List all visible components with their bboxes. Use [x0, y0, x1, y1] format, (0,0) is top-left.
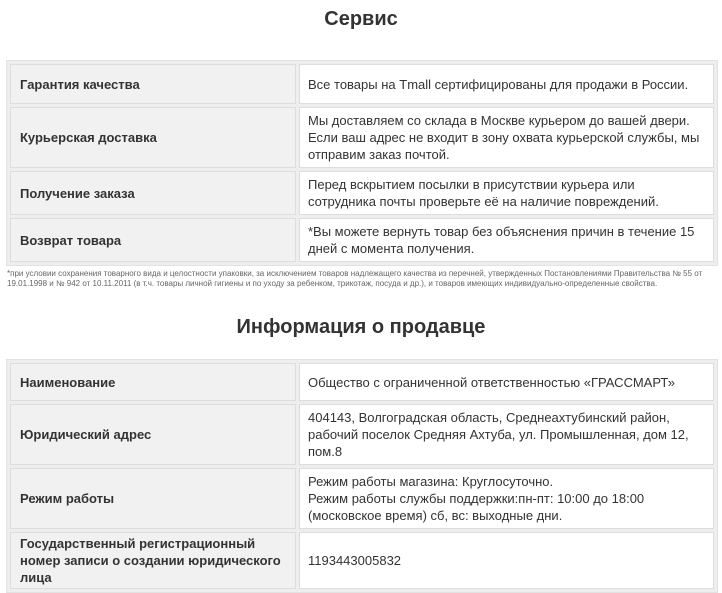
table-row — [10, 171, 714, 215]
row-label: Юридический адрес — [10, 404, 296, 465]
seller-table — [6, 359, 718, 593]
row-label: Курьерская доставка — [10, 107, 296, 168]
row-label: Гарантия качества — [10, 64, 296, 104]
row-label: Получение заказа — [10, 171, 296, 215]
table-row — [10, 532, 714, 589]
row-label: Режим работы — [10, 468, 296, 529]
row-label: Наименование — [10, 363, 296, 401]
table-row — [10, 468, 714, 529]
row-value: Общество с ограниченной ответственностью «ГРАССМАРТ» — [299, 363, 714, 401]
row-label: Возврат товара — [10, 218, 296, 262]
table-row — [10, 64, 714, 104]
service-title: Сервис — [324, 8, 398, 30]
row-value: *Вы можете вернуть товар без объяснения причин в течение 15 дней с момента получения. — [299, 218, 714, 262]
table-row — [10, 404, 714, 465]
row-label: Государственный регистрационный номер записи о создании юридического лица — [10, 532, 296, 589]
row-value — [299, 468, 714, 529]
seller-title: Информация о продавце — [236, 316, 486, 338]
table-row — [10, 363, 714, 401]
row-value: Все товары на Tmall сертифицированы для продажи в России. — [299, 64, 714, 104]
service-footnote: *при условии сохранения товарного вида и целостности упаковки, за исключением товаров надлежащего качества из перечней, утвержденных Постановлениями Правительства № 55 от 19.01.1998 и № 942 от 10.11.2011 (в т.ч. товары личной гигиены и по уходу за ребенком, трикотаж, посуда и др.), и товаров имеющих индивидуально-определенные свойства. — [7, 269, 703, 288]
service-table — [6, 60, 718, 266]
store-hours-line: Режим работы магазина: Круглосуточно. — [308, 474, 554, 489]
row-value: Перед вскрытием посылки в присутствии курьера или сотрудника почты проверьте её на наличие повреждений. — [299, 171, 714, 215]
row-value: Мы доставляем со склада в Москве курьером до вашей двери. Если ваш адрес не входит в зону охвата курьерской службы, мы отправим заказ почтой. — [299, 107, 714, 168]
support-hours-line: Режим работы службы поддержки:пн-пт: 10:00 до 18:00 (московское время) сб, вс: выходные дни. — [308, 491, 645, 523]
row-value: 1193443005832 — [299, 532, 714, 589]
row-value: 404143, Волгоградская область, Среднеахтубинский район, рабочий поселок Средняя Ахтуба, ул. Промышленная, дом 12, пом.8 — [299, 404, 714, 465]
table-row — [10, 218, 714, 262]
table-row — [10, 107, 714, 168]
